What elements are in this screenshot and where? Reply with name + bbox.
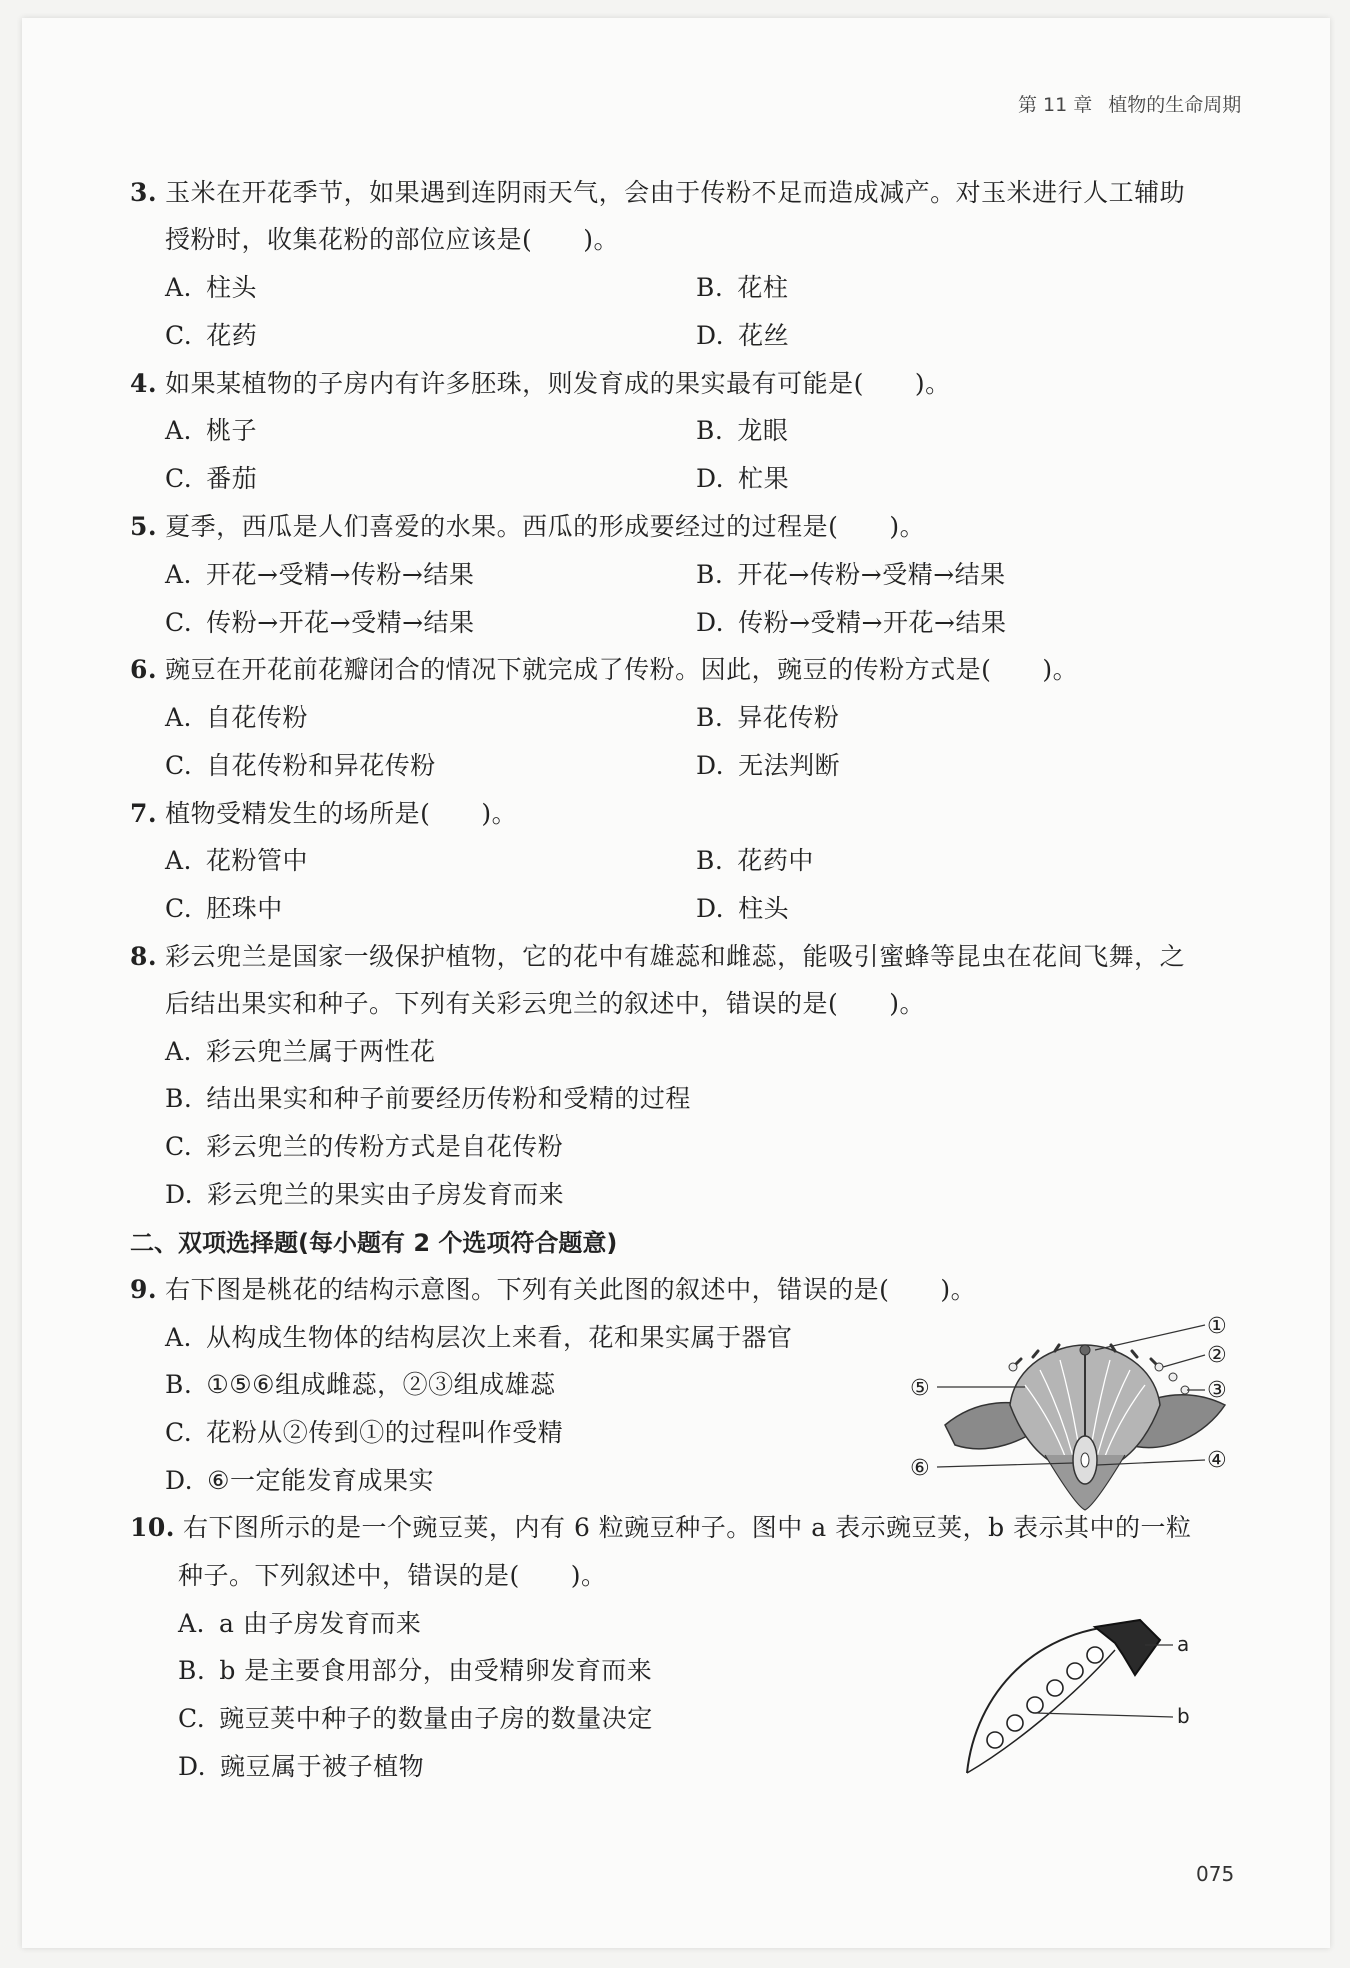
question-number: 8.	[130, 942, 158, 971]
question-10	[130, 1513, 1192, 1543]
option-d: D. 无法判断	[696, 751, 841, 780]
option-c: C. 花药	[165, 321, 258, 350]
pea-seed	[1027, 1697, 1043, 1713]
question-8	[130, 942, 1185, 972]
option-b: B. b 是主要食用部分，由受精卵发育而来	[178, 1656, 653, 1685]
label-1: ①	[1207, 1314, 1227, 1339]
option-d: D. 柱头	[696, 894, 790, 923]
option-d: D. 杧果	[696, 464, 790, 493]
option-c: C. 番茄	[165, 464, 258, 493]
option-c: C. 传粉→开花→受精→结果	[165, 608, 475, 637]
label-4: ④	[1207, 1448, 1227, 1473]
label-a: a	[1177, 1632, 1190, 1656]
option-d: D. ⑥一定能发育成果实	[165, 1466, 435, 1495]
question-text: 夏季，西瓜是人们喜爱的水果。西瓜的形成要经过的过程是( )。	[165, 512, 926, 541]
question-text: 右下图是桃花的结构示意图。下列有关此图的叙述中，错误的是( )。	[165, 1275, 977, 1304]
option-c: C. 胚珠中	[165, 894, 283, 923]
question-text: 如果某植物的子房内有许多胚珠，则发育成的果实最有可能是( )。	[165, 369, 951, 398]
question-9	[130, 1275, 976, 1305]
question-text: 彩云兜兰是国家一级保护植物，它的花中有雄蕊和雌蕊，能吸引蜜蜂等昆虫在花间飞舞，之	[165, 942, 1186, 971]
question-text: 玉米在开花季节，如果遇到连阴雨天气，会由于传粉不足而造成减产。对玉米进行人工辅助	[165, 178, 1186, 207]
option-b: B. 异花传粉	[696, 703, 840, 732]
question-number: 10.	[130, 1513, 175, 1542]
question-7	[130, 799, 517, 829]
pea-seed	[1067, 1663, 1083, 1679]
option-b: B. 结出果实和种子前要经历传粉和受精的过程	[165, 1084, 691, 1113]
question-5	[130, 512, 925, 542]
question-6	[130, 655, 1078, 685]
question-3	[130, 178, 1185, 208]
option-d: D. 彩云兜兰的果实由子房发育而来	[165, 1180, 565, 1209]
question-text-cont: 种子。下列叙述中，错误的是( )。	[178, 1561, 607, 1590]
question-number: 5.	[130, 512, 158, 541]
chapter-number: 第 11 章	[1018, 94, 1093, 116]
option-b: B. 花柱	[696, 273, 789, 302]
option-c: C. 花粉从②传到①的过程叫作受精	[165, 1418, 564, 1447]
question-number: 3.	[130, 178, 158, 207]
option-a: A. 自花传粉	[165, 703, 309, 732]
option-c: C. 豌豆荚中种子的数量由子房的数量决定	[178, 1704, 653, 1733]
flower-drawing	[945, 1345, 1225, 1510]
question-text: 右下图所示的是一个豌豆荚，内有 6 粒豌豆种子。图中 a 表示豌豆荚，b 表示其中的一粒	[183, 1513, 1192, 1542]
question-number: 7.	[130, 799, 158, 828]
question-text-cont: 后结出果实和种子。下列有关彩云兜兰的叙述中，错误的是( )。	[165, 989, 926, 1018]
question-number: 4.	[130, 369, 158, 398]
label-6: ⑥	[910, 1456, 930, 1481]
label-3: ③	[1207, 1378, 1227, 1403]
label-2: ②	[1207, 1343, 1227, 1368]
section-heading: 二、双项选择题(每小题有 2 个选项符合题意)	[130, 1229, 618, 1257]
question-text-cont: 授粉时，收集花粉的部位应该是( )。	[165, 225, 620, 254]
option-b: B. 花药中	[696, 846, 814, 875]
option-d: D. 花丝	[696, 321, 790, 350]
option-c: C. 自花传粉和异花传粉	[165, 751, 436, 780]
option-a: A. 花粉管中	[165, 846, 309, 875]
label-5: ⑤	[910, 1376, 930, 1401]
label-b: b	[1177, 1704, 1190, 1728]
option-b: B. 龙眼	[696, 416, 789, 445]
page-number: 075	[1196, 1862, 1235, 1886]
option-a: A. 彩云兜兰属于两性花	[165, 1037, 436, 1066]
option-b: B. ①⑤⑥组成雌蕊，②③组成雄蕊	[165, 1370, 556, 1399]
option-d: D. 豌豆属于被子植物	[178, 1752, 425, 1781]
option-c: C. 彩云兜兰的传粉方式是自花传粉	[165, 1132, 564, 1161]
option-a: A. 开花→受精→传粉→结果	[165, 560, 475, 589]
pea-seed	[1047, 1680, 1063, 1696]
option-a: A. a 由子房发育而来	[178, 1609, 422, 1638]
question-text: 植物受精发生的场所是( )。	[165, 799, 518, 828]
option-b: B. 开花→传粉→受精→结果	[696, 560, 1006, 589]
question-4	[130, 369, 951, 399]
question-number: 9.	[130, 1275, 158, 1304]
option-a: A. 从构成生物体的结构层次上来看，花和果实属于器官	[165, 1323, 793, 1352]
peach-flower-diagram	[905, 1305, 1235, 1515]
question-number: 6.	[130, 655, 158, 684]
pea-seed	[1007, 1715, 1023, 1731]
pea-seed	[1087, 1647, 1103, 1663]
chapter-title: 植物的生命周期	[1108, 94, 1242, 116]
option-a: A. 柱头	[165, 273, 258, 302]
option-d: D. 传粉→受精→开花→结果	[696, 608, 1007, 637]
pea-pod-diagram	[955, 1605, 1195, 1780]
question-text: 豌豆在开花前花瓣闭合的情况下就完成了传粉。因此，豌豆的传粉方式是( )。	[165, 655, 1079, 684]
pea-seed	[987, 1732, 1003, 1748]
pod-drawing	[967, 1620, 1160, 1773]
option-a: A. 桃子	[165, 416, 258, 445]
